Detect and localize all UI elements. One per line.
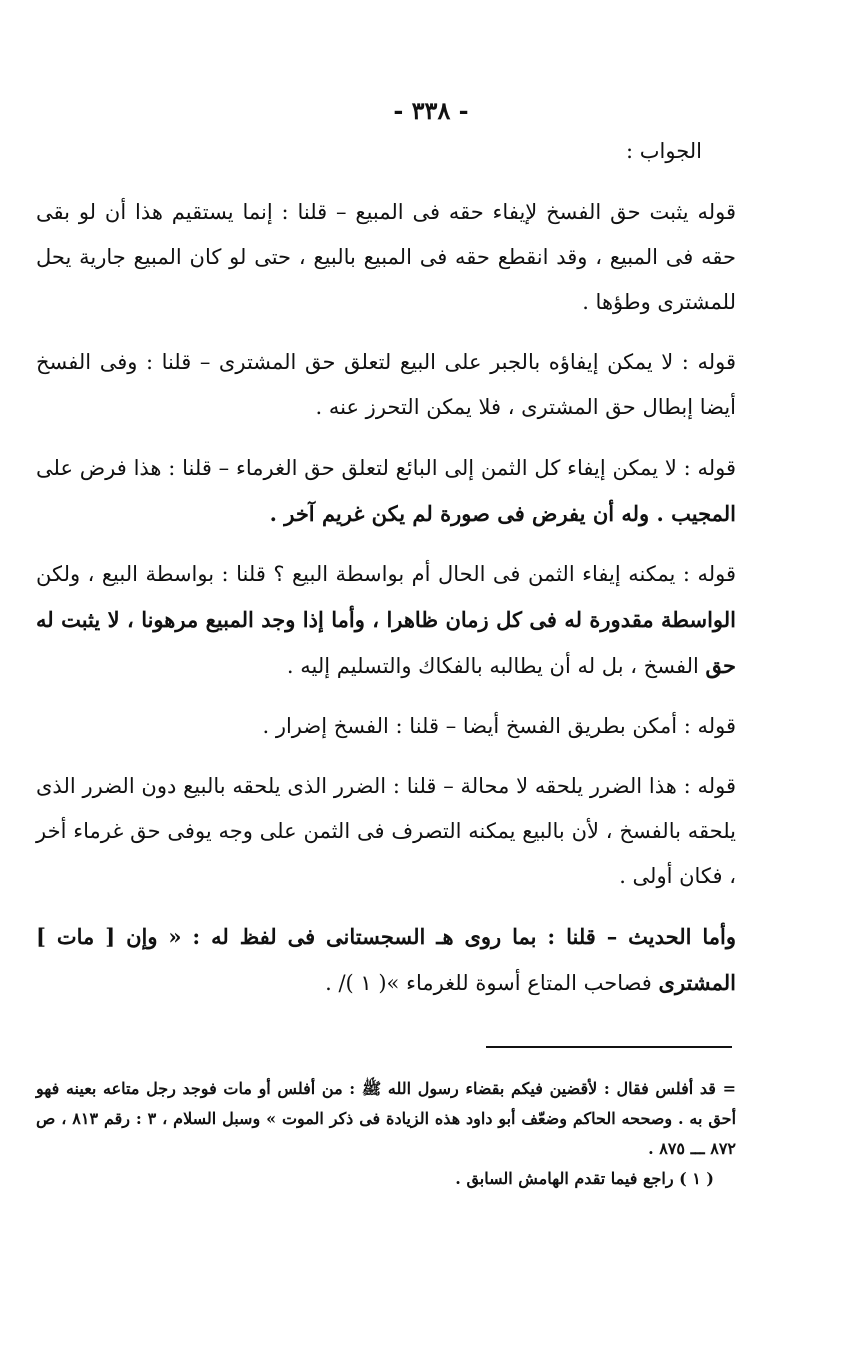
- page-number: - ٣٣٨ -: [393, 96, 469, 125]
- footnote-separator: [486, 1046, 732, 1048]
- footnote-1: ( ١ ) راجع فيما تقدم الهامش السابق .: [455, 1169, 714, 1188]
- footnote-continuation: = قد أفلس فقال : لأقضين فيكم بقضاء رسول الله ﷺ : من أفلس أو مات فوجد رجل متاعه بعينه فهو أحق به . وصححه الحاكم وضعّف أبو داود هذه الزيادة فى ذكر الموت » وسبل السلام ، ٣ : رقم ٨١٣ ، ص ٨٧٢ ـــ ٨٧٥ .: [36, 1079, 737, 1158]
- paragraph-7-tail-text: فصاحب المتاع أسوة للغرماء »( ١ )/ .: [325, 971, 659, 995]
- paragraph-6: قوله : هذا الضرر يلحقه لا محالة – قلنا : الضرر الذى يلحقه بالبيع دون الضرر الذى يلحقه بالفسخ ، لأن بالبيع يمكنه التصرف فى الثمن على وجه يوفى حق غرماء أخر ، فكان أولى .: [36, 774, 736, 888]
- paragraph-4-text: قوله : يمكنه إيفاء الثمن فى الحال أم بواسطة البيع ؟ قلنا : بواسطة البيع ، ولكن: [36, 562, 736, 586]
- paragraph-5: قوله : أمكن بطريق الفسخ أيضا – قلنا : الفسخ إضرار .: [262, 714, 736, 738]
- paragraph-3-text: قوله : لا يمكن إيفاء كل الثمن إلى البائع لتعلق حق الغرماء – قلنا : هذا فرض على: [36, 456, 736, 480]
- paragraph-3: [36, 446, 736, 537]
- paragraph-4-bold-text: الواسطة مقدورة له فى كل زمان ظاهرا ، وأما إذا وجد المبيع مرهونا ، لا يثبت له حق: [36, 607, 736, 678]
- paragraph-3-bold-text: المجيب . وله أن يفرض فى صورة لم يكن غريم آخر .: [269, 501, 736, 526]
- paragraph-7-bold-text: وأما الحديث – قلنا : بما روى هـ السجستانى فى لفظ له : « وإن [ مات ] المشترى: [36, 924, 736, 995]
- paragraph-1: قوله يثبت حق الفسخ لإيفاء حقه فى المبيع – قلنا : إنما يستقيم هذا أن لو بقى حقه فى المبيع ، وقد انقطع حقه فى المبيع بالبيع ، حتى لو كان المبيع جارية يحل للمشترى وطؤها .: [36, 200, 736, 314]
- paragraph-4-tail-text: الفسخ ، بل له أن يطالبه بالفكاك والتسليم إليه .: [286, 654, 706, 678]
- paragraph-4: [36, 552, 736, 689]
- section-heading: الجواب :: [626, 139, 702, 163]
- paragraph-2: قوله : لا يمكن إيفاؤه بالجبر على البيع لتعلق حق المشترى – قلنا : وفى الفسخ أيضا إبطال حق المشترى ، فلا يمكن التحرز عنه .: [36, 350, 736, 419]
- paragraph-7: [36, 914, 736, 1006]
- footnotes: [36, 1074, 736, 1194]
